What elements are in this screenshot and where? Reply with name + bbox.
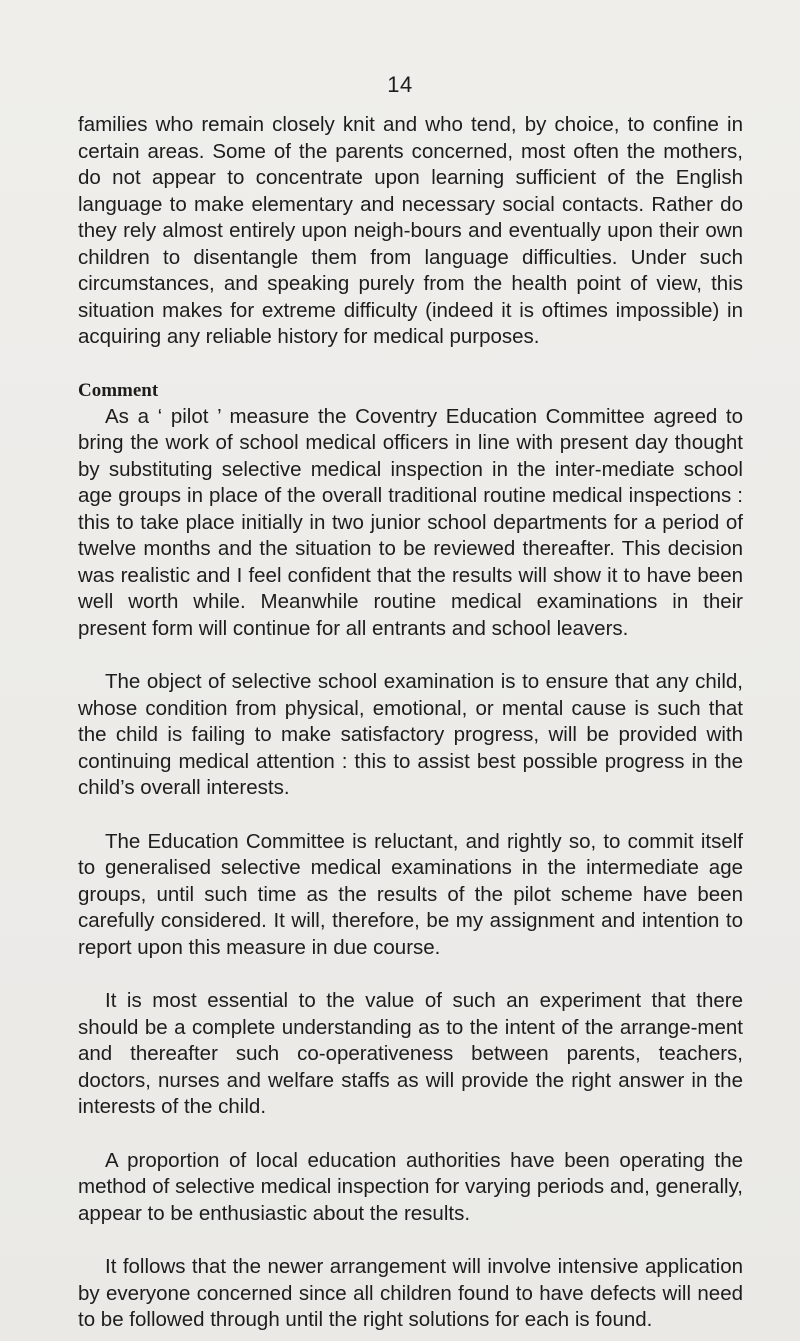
paragraph-essential-understanding: It is most essential to the value of such an experiment that there should be a complete understanding as to the intent of the arrange-ment and thereafter such co-operativeness between parents, teachers, doctors, nurses and welfare staffs as will provide the right answer in the interests of the child. xyxy=(78,989,743,1118)
document-body xyxy=(78,112,743,1334)
paragraph-newer-arrangement: It follows that the newer arrangement will involve intensive application by everyone concerned since all children found to have defects will need to be followed through until the right solutions for each is found. xyxy=(78,1255,743,1331)
page-number: 14 xyxy=(387,72,413,97)
paragraph-families: families who remain closely knit and who tend, by choice, to confine in certain areas. Some of the parents concerned, most often the mothers, do not appear to concentrate upon learning sufficient of the English language to make elementary and necessary social contacts. Rather do they rely almost entirely upon neigh-bours and eventually upon their own children to disentangle them from language difficulties. Under such circumstances, and speaking purely from the health point of view, this situation makes for extreme difficulty (indeed it is oftimes impossible) in acquiring any reliable history for medical purposes. xyxy=(78,113,743,348)
paragraph-object-of-selective-examination: The object of selective school examination is to ensure that any child, whose condition from physical, emotional, or mental cause is such that the child is failing to make satisfactory progress, will be provided with continuing medical attention : this to assist best possible progress in the child’s overall interests. xyxy=(78,670,743,799)
paragraph-education-committee: The Education Committee is reluctant, and rightly so, to commit itself to generalised selective medical examinations in the intermediate age groups, until such time as the results of the pilot scheme have been carefully considered. It will, therefore, be my assignment and intention to report upon this measure in due course. xyxy=(78,829,743,959)
section-heading-comment: Comment xyxy=(78,379,159,401)
paragraph-pilot-measure: As a ‘ pilot ’ measure the Coventry Education Committee agreed to bring the work of school medical officers in line with present day thought by substituting selective medical inspection in the inter-mediate school age groups in place of the overall traditional routine medical inspections : this to take place initially in two junior school departments for a period of twelve months and the situation to be reviewed thereafter. This decision was realistic and I feel confident that the results will show it to have been well worth while. Meanwhile routine medical examinations in their present form will continue for all entrants and school leavers. xyxy=(78,404,743,640)
paragraph-local-authorities: A proportion of local education authorities have been operating the method of selective medical inspection for varying periods and, generally, appear to be enthusiastic about the results. xyxy=(78,1148,743,1225)
